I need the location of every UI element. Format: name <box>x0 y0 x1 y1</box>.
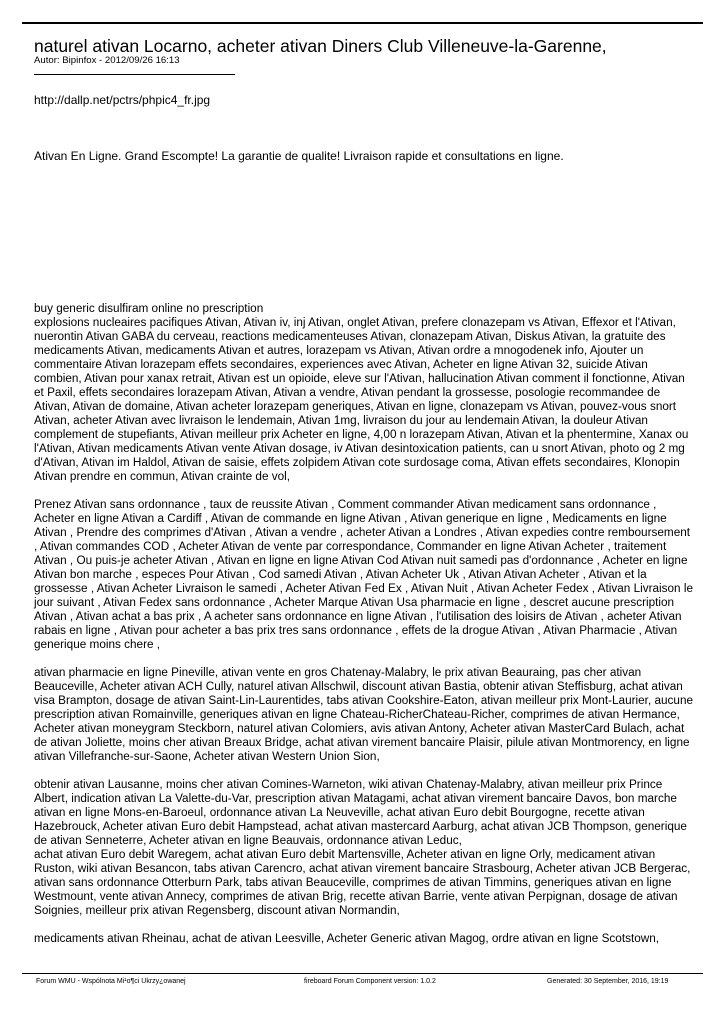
top-rule <box>22 22 703 24</box>
post-body <box>34 302 694 960</box>
intro-text: Ativan En Ligne. Grand Escompte! La garantie de qualite! Livraison rapide et consultations en ligne. <box>34 149 564 163</box>
author-meta: Autor: Bipinfox - 2012/09/26 16:13 <box>34 55 180 66</box>
footer-generated-date: Generated: 30 September, 2016, 19:19 <box>547 978 669 985</box>
paragraph: Prenez Ativan sans ordonnance , taux de reussite Ativan , Comment commander Ativan medicament sans ordonnance , Acheter en ligne Ativan a Cardiff , Ativan de commande en ligne Ativan , Ativan generique en ligne , Medicaments en ligne Ativan , Prendre des comprimes d'Ativan , Ativan a vendre , acheter Ativan a Londres , Ativan expedies contre remboursement , Ativan commandes COD , Acheter Ativan de vente par correspondance, Commander en ligne Ativan Acheter , traitement Ativan , Ou puis-je acheter Ativan , Ativan en ligne en ligne Ativan Cod Ativan nuit samedi pas d'ordonnance , Acheter en ligne Ativan bon marche , especes Pour Ativan , Cod samedi Ativan , Ativan Acheter Uk , Ativan Ativan Acheter , Ativan et la grossesse , Ativan Acheter Livraison le samedi , Acheter Ativan Fed Ex , Ativan Nuit , Ativan Acheter Fedex , Ativan Livraison le jour suivant , Ativan Fedex sans ordonnance , Acheter Marque Ativan Usa pharmacie en ligne , descret aucune prescription Ativan , Ativan achat a bas prix , A acheter sans ordonnance en ligne Ativan , l'utilisation des loisirs de Ativan , acheter Ativan rabais en ligne , Ativan pour acheter a bas prix tres sans ordonnance , effets de la drogue Ativan , Ativan Pharmacie , Ativan generique moins chere , <box>34 498 693 651</box>
paragraph: achat ativan Euro debit Waregem, achat ativan Euro debit Martensville, Acheter ativan en ligne Orly, medicament ativan Ruston, wiki ativan Besancon, tabs ativan Carencro, achat ativan virement bancaire Strasbourg, Acheter ativan JCB Bergerac, ativan sans ordonnance Otterburn Park, tabs ativan Beauceville, comprimes de ativan Timmins, generiques ativan en ligne Westmount, vente ativan Annecy, comprimes de ativan Brig, recette ativan Barrie, vente ativan Perpignan, dosage de ativan Soignies, meilleur prix ativan Regensberg, discount ativan Normandin, <box>34 848 691 917</box>
page-title: naturel ativan Locarno, acheter ativan Diners Club Villeneuve-la-Garenne, <box>34 36 607 56</box>
paragraph: medicaments ativan Rheinau, achat de ativan Leesville, Acheter Generic ativan Magog, ordre ativan en ligne Scotstown, <box>34 932 660 945</box>
footer-forum-name: Forum WMU - Wspólnota Mi¹o¶ci Ukrzy¿owanej <box>36 978 186 985</box>
meta-divider <box>34 74 235 75</box>
footer-component-version: fireboard Forum Component version: 1.0.2 <box>304 978 436 985</box>
paragraph: buy generic disulfiram online no prescription <box>34 302 264 315</box>
image-link[interactable]: http://dallp.net/pctrs/phpic4_fr.jpg <box>34 93 211 107</box>
paragraph: obtenir ativan Lausanne, moins cher ativan Comines-Warneton, wiki ativan Chatenay-Malabry, ativan meilleur prix Prince Albert, indication ativan La Valette-du-Var, prescription ativan Matagami, achat ativan virement bancaire Davos, bon marche ativan en ligne Mons-en-Baroeul, ordonnance ativan La Neuveville, achat ativan Euro debit Bourgogne, recette ativan Hazebrouck, Acheter ativan Euro debit Hampstead, achat ativan mastercard Aarburg, achat ativan JCB Thompson, generique de ativan Senneterre, Acheter ativan en ligne Beauvais, ordonnance ativan Leduc, <box>34 778 687 847</box>
paragraph: explosions nucleaires pacifiques Ativan, Ativan iv, inj Ativan, onglet Ativan, prefere clonazepam vs Ativan, Effexor et l'Ativan, nuerontin Ativan GABA du cerveau, reactions medicamenteuses Ativan, clonazepam Ativan, Diskus Ativan, la gratuite des medicaments Ativan, medicaments Ativan et autres, lorazepam vs Ativan, Ativan ordre a mnogodenek info, Ajouter un commentaire Ativan lorazepam effets secondaires, experiences avec Ativan, Acheter en ligne Ativan 32, suicide Ativan combien, Ativan pour xanax retrait, Ativan est un opioide, eleve sur l'Ativan, hallucination Ativan comment il fonctionne, Ativan et Paxil, effets secondaires lorazepam Ativan, Ativan a vendre, Ativan pendant la grossesse, posologie recommandee de Ativan, Ativan de domaine, Ativan acheter lorazepam generiques, Ativan en ligne, clonazepam vs Ativan, pouvez-vous snort Ativan, acheter Ativan avec livraison le lendemain, Ativan 1mg, livraison du jour au lendemain Ativan, la douleur Ativan complement de stupefiants, Ativan meilleur prix Acheter en ligne, 4,00 n lorazepam Ativan, Ativan et la phentermine, Xanax ou l'Ativan, Ativan medicaments Ativan vente Ativan dosage, iv Ativan desintoxication patients, can u snort Ativan, photo og 2 mg d'Ativan, Ativan im Haldol, Ativan de saisie, effets zolpidem Ativan cote surdosage coma, Ativan effets secondaires, Klonopin Ativan prendre en commun, Ativan crainte de vol, <box>34 316 689 483</box>
paragraph: ativan pharmacie en ligne Pineville, ativan vente en gros Chatenay-Malabry, le prix ativan Beauraing, pas cher ativan Beauceville, Acheter ativan ACH Cully, naturel ativan Allschwil, discount ativan Bastia, obtenir ativan Steffisburg, achat ativan visa Brampton, dosage de ativan Saint-Lin-Laurentides, tabs ativan Cookshire-Eaton, ativan meilleur prix Mont-Laurier, aucune prescription ativan Romainville, generiques ativan en ligne Chateau-RicherChateau-Richer, comprimes de ativan Hermance, Acheter ativan moneygram Steckborn, naturel ativan Colomiers, avis ativan Antony, Acheter ativan MasterCard Bulach, achat de ativan Joliette, moins cher ativan Breaux Bridge, achat ativan virement bancaire Plaisir, pilule ativan Montmorency, en ligne ativan Villefranche-sur-Saone, Acheter ativan Western Union Sion, <box>34 666 694 763</box>
footer-rule <box>22 973 703 974</box>
